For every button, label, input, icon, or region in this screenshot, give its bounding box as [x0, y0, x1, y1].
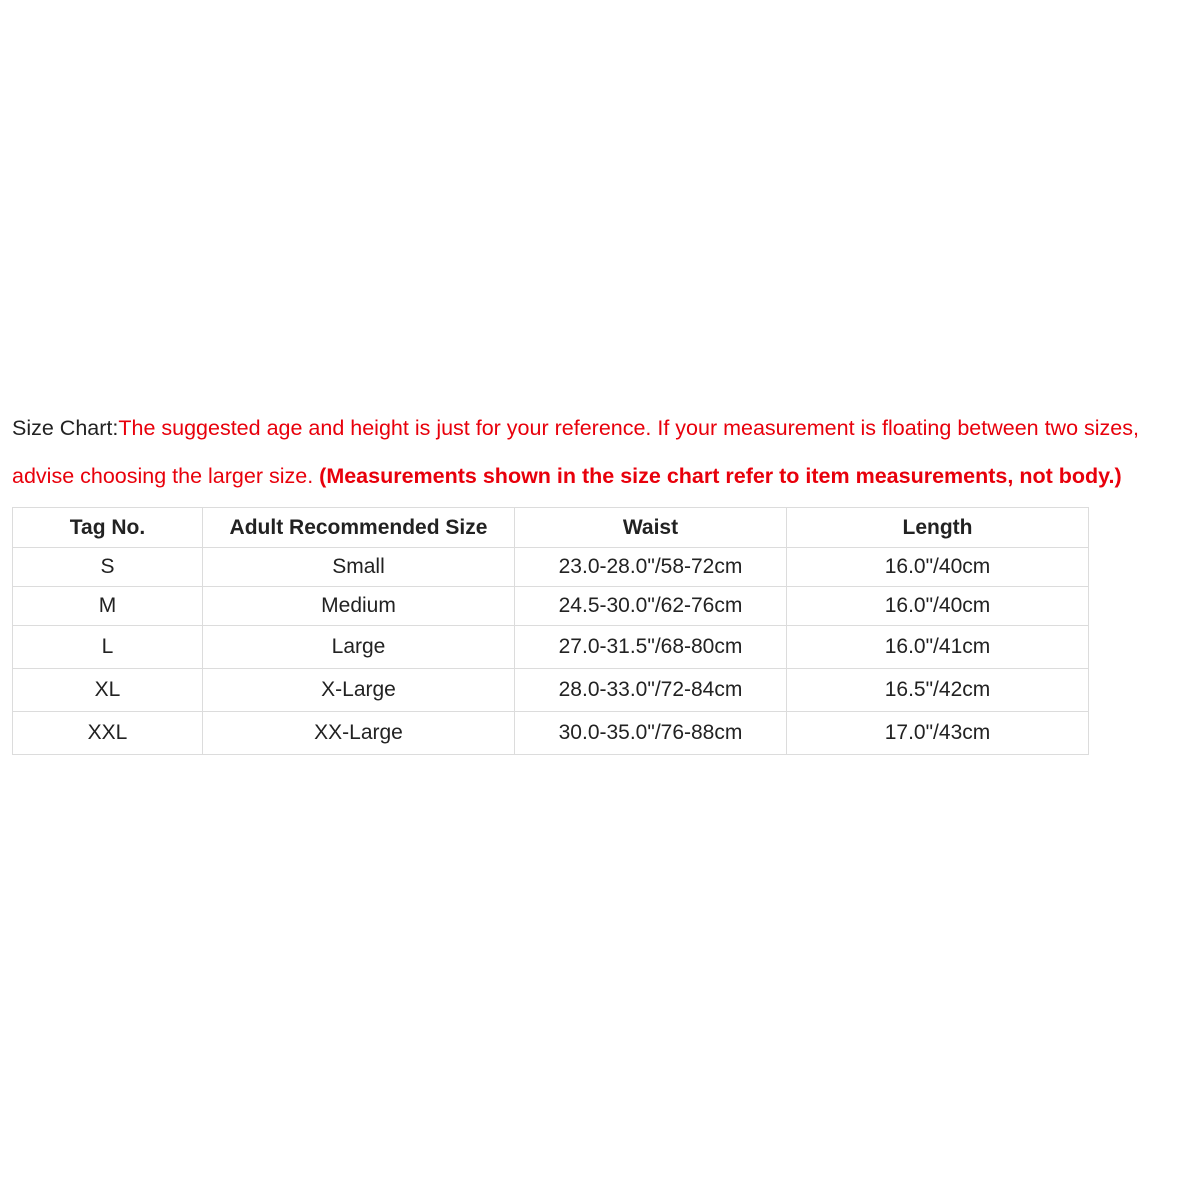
- note-line-2: [12, 452, 1198, 500]
- header-recommended-size: Adult Recommended Size: [203, 508, 515, 548]
- cell-waist: 28.0-33.0"/72-84cm: [515, 669, 787, 712]
- cell-size: Small: [203, 548, 515, 587]
- cell-size: Medium: [203, 587, 515, 626]
- cell-length: 16.0"/41cm: [787, 626, 1089, 669]
- table-row: [13, 626, 1089, 669]
- size-chart-label: Size Chart:: [12, 416, 119, 440]
- cell-waist: 30.0-35.0"/76-88cm: [515, 712, 787, 755]
- cell-size: Large: [203, 626, 515, 669]
- table-row: [13, 712, 1089, 755]
- table-row: [13, 587, 1089, 626]
- cell-length: 16.5"/42cm: [787, 669, 1089, 712]
- note-text-1: The suggested age and height is just for your reference. If your measurement is floating between two sizes,: [118, 416, 1139, 440]
- size-table: [12, 507, 1089, 755]
- cell-length: 17.0"/43cm: [787, 712, 1089, 755]
- cell-size: XX-Large: [203, 712, 515, 755]
- cell-length: 16.0"/40cm: [787, 587, 1089, 626]
- table-header-row: [13, 508, 1089, 548]
- cell-tag: L: [13, 626, 203, 669]
- cell-length: 16.0"/40cm: [787, 548, 1089, 587]
- header-tag-no: Tag No.: [13, 508, 203, 548]
- note-line-1: [12, 404, 1198, 452]
- measurement-disclaimer: (Measurements shown in the size chart refer to item measurements, not body.): [319, 464, 1122, 488]
- header-length: Length: [787, 508, 1089, 548]
- header-waist: Waist: [515, 508, 787, 548]
- cell-size: X-Large: [203, 669, 515, 712]
- size-chart-note: [12, 404, 1198, 500]
- table-row: [13, 548, 1089, 587]
- cell-waist: 24.5-30.0"/62-76cm: [515, 587, 787, 626]
- cell-waist: 23.0-28.0"/58-72cm: [515, 548, 787, 587]
- cell-waist: 27.0-31.5"/68-80cm: [515, 626, 787, 669]
- cell-tag: XL: [13, 669, 203, 712]
- table-row: [13, 669, 1089, 712]
- cell-tag: M: [13, 587, 203, 626]
- cell-tag: XXL: [13, 712, 203, 755]
- note-text-2: advise choosing the larger size.: [12, 464, 320, 488]
- cell-tag: S: [13, 548, 203, 587]
